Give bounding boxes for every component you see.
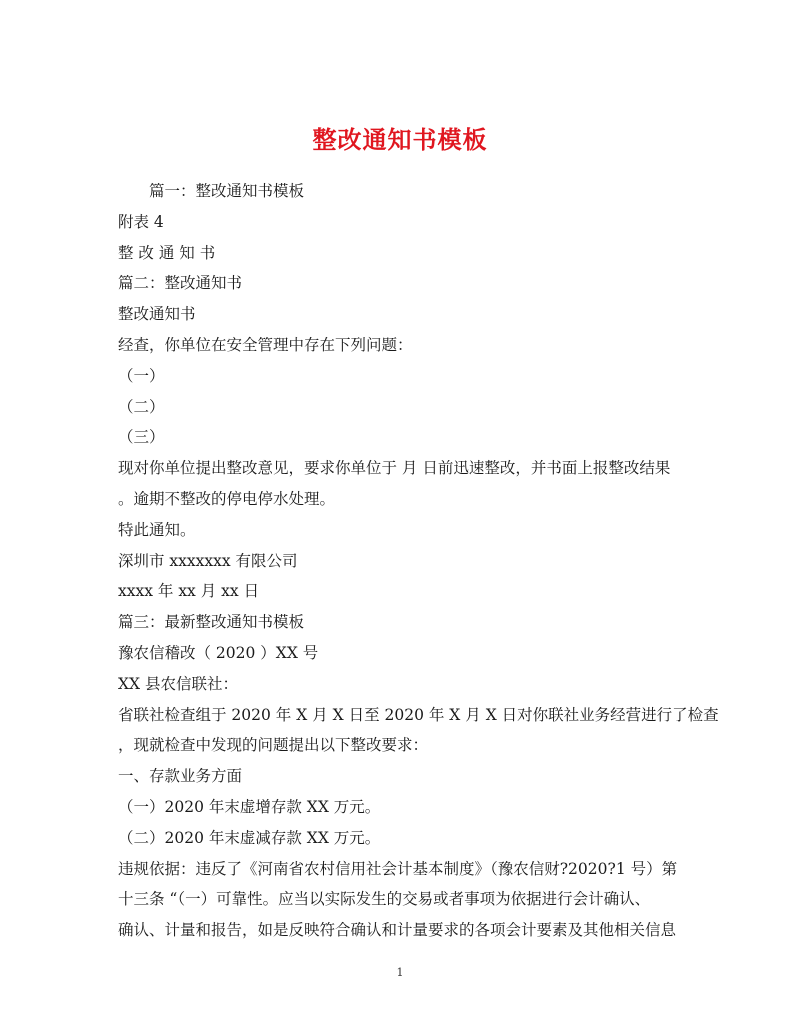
list-item-1: （一） [118,366,165,385]
date-line: xxxx 年 xx 月 xx 日 [118,582,260,601]
paragraph-line: 十三条 “（一）可靠性。应当以实际发生的交易或者事项为依据进行会计确认、 [118,890,651,909]
page-number: 1 [396,966,404,979]
paragraph-line: 省联社检查组于 2020 年 X 月 X 日至 2020 年 X 月 X 日对你联社业务经营进行了检查 [118,705,719,724]
document-number: 豫农信稽改（ 2020 ）XX 号 [118,643,319,662]
notice-title: 整改通知书 [118,305,196,324]
paragraph-line: 现对你单位提出整改意见，要求你单位于 月 日前迅速整改，并书面上报整改结果 [118,459,671,478]
paragraph-line: 违规依据：违反了《河南省农村信用社会计基本制度》（豫农信财?2020?1 号）第 [118,859,678,878]
subheading: 一、存款业务方面 [118,767,243,786]
paragraph-line: 经查，你单位在安全管理中存在下列问题： [118,335,413,354]
paragraph-line: ，现就检查中发现的问题提出以下整改要求： [118,736,429,755]
list-item: （二）2020 年末虚减存款 XX 万元。 [118,828,381,847]
list-item: （一）2020 年末虚增存款 XX 万元。 [118,797,381,816]
document-body [118,176,719,946]
attachment-label: 附表 4 [118,212,164,231]
notice-heading: 整 改 通 知 书 [118,243,216,262]
paragraph-line: 。逾期不整改的停电停水处理。 [118,489,336,508]
list-item-2: （二） [118,397,165,416]
company-name: 深圳市 xxxxxxx 有限公司 [118,551,298,570]
notice-closing: 特此通知。 [118,520,196,539]
recipient-line: XX 县农信联社： [118,674,238,693]
section-heading-3: 篇三：最新整改通知书模板 [118,613,305,632]
section-heading-2: 篇二：整改通知书 [118,274,243,293]
list-item-3: （三） [118,428,165,447]
paragraph-line: 确认、计量和报告，如是反映符合确认和计量要求的各项会计要素及其他相关信息 [118,921,677,940]
section-heading-1: 篇一：整改通知书模板 [149,182,305,200]
document-title: 整改通知书模板 [312,125,488,155]
